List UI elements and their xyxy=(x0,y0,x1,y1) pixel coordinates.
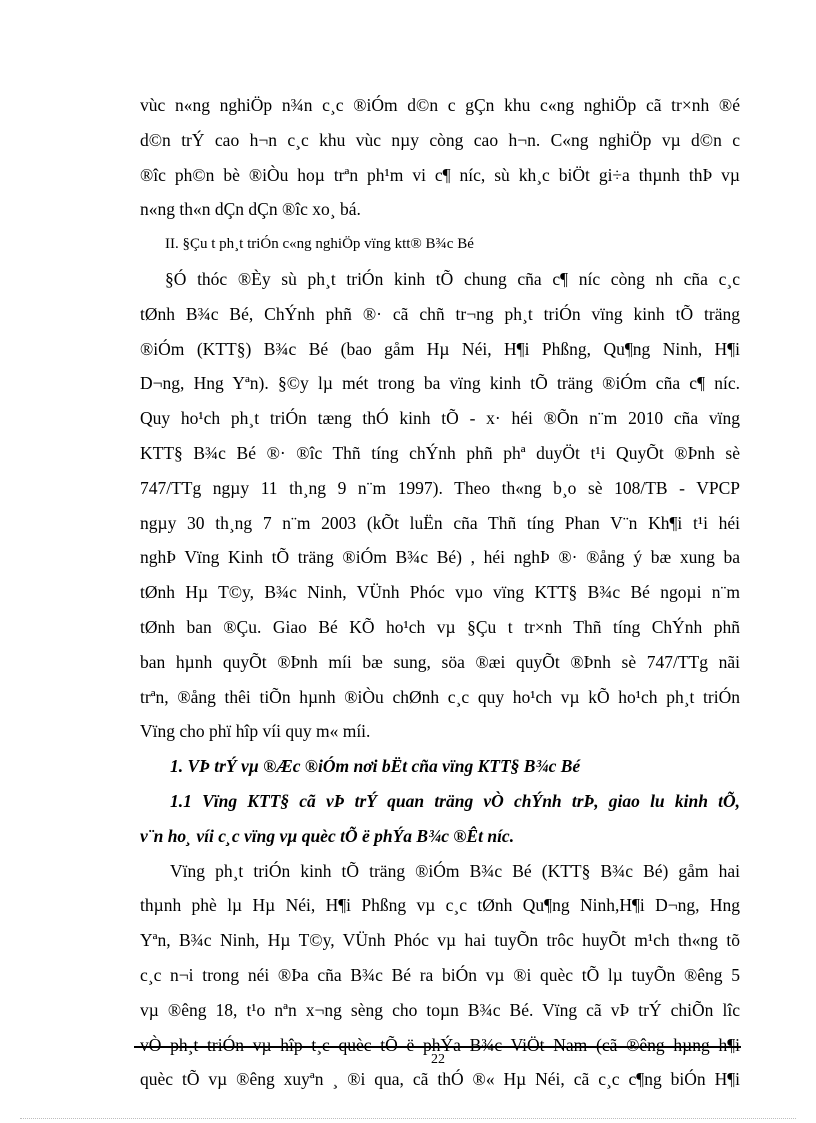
body-text-line: §Ó thóc ®Èy sù ph¸t triÓn kinh tÕ chung cña c¶ níc còng nh cña c¸c xyxy=(165,269,740,289)
body-text-line: tØnh B¾c Bé, ChÝnh phñ ®· cã chñ tr¬ng ph¸t triÓn vïng kinh tÕ träng xyxy=(140,303,740,324)
subsection-heading: 1. VÞ trÝ vµ ®Æc ®iÓm nơi bËt cña vïng KTT§ B¾c Bé xyxy=(170,756,581,777)
body-text-line: quèc tÕ vµ ®êng xuyªn ¸ ®i qua, cã thÓ ®« Hµ Néi, cã c¸c c¶ng biÓn H¶i xyxy=(140,1069,740,1090)
subsubsection-heading-cont: v¨n ho¸ víi c¸c vïng vµ quèc tÕ ë phÝa B¾c ®Êt níc. xyxy=(140,825,515,846)
body-text-line: vùc n«ng nghiÖp n¾n c¸c ®iÓm d©n c gÇn khu c«ng nghiÖp cã tr×nh ®é xyxy=(140,95,740,115)
body-text-line: D¬ng, Hng Yªn). §©y lµ mét trong ba vïng kinh tÕ träng ®iÓm cña c¶ níc. xyxy=(140,373,740,394)
page-number: 22 xyxy=(431,1052,445,1067)
body-text-line: Vïng cho phï hîp víi quy m« míi. xyxy=(140,721,371,742)
body-text-line: Quy ho¹ch ph¸t triÓn tæng thÓ kinh tÕ - x· héi ®Õn n¨m 2010 cña vïng xyxy=(140,408,740,429)
body-text-line: KTT§ B¾c Bé ®· ®îc Thñ tíng chÝnh phñ phª duyÖt t¹i QuyÕt ®Þnh sè xyxy=(140,443,740,463)
body-text-line: ban hµnh quyÕt ®Þnh míi bæ sung, söa ®æi quyÕt ®Þnh sè 747/TTg nãi xyxy=(140,651,740,672)
body-text-line: n«ng th«n dÇn dÇn ®îc xo¸ bá. xyxy=(140,199,361,220)
page-edge-dots xyxy=(20,1118,796,1119)
body-text-line: vµ ®êng 18, t¹o nªn x¬ng sèng cho toµn B¾c Bé. Vïng cã vÞ trÝ chiÕn lîc xyxy=(140,999,740,1020)
body-text-line: Vïng ph¸t triÓn kinh tÕ träng ®iÓm B¾c Bé (KTT§ B¾c Bé) gåm hai xyxy=(170,860,740,881)
body-text-line: ®iÓm (KTT§) B¾c Bé (bao gåm Hµ Néi, H¶i Phßng, Qu¶ng Ninh, H¶i xyxy=(140,338,740,359)
body-text-line: trªn, ®ång thêi tiÕn hµnh ®iÒu chØnh c¸c quy ho¹ch vµ kÕ ho¹ch ph¸t triÓn xyxy=(140,686,740,707)
body-text-line: thµnh phè lµ Hµ Néi, H¶i Phßng vµ c¸c tØnh Qu¶ng Ninh,H¶i D¬ng, Hng xyxy=(140,895,740,916)
section-heading: II. §Çu t ph¸t triÓn c«ng nghiÖp vïng ktt® B¾c Bé xyxy=(165,236,474,253)
footer-rule xyxy=(134,1046,741,1048)
body-text-line: vÒ ph¸t triÓn vµ hîp t¸c quèc tÕ ë phÝa B¾c ViÖt Nam (cã ®êng hµng h¶i xyxy=(140,1034,740,1055)
body-text-line: d©n trÝ cao h¬n c¸c khu vùc nµy còng cao h¬n. C«ng nghiÖp vµ d©n c xyxy=(140,129,740,150)
body-text-line: tØnh Hµ T©y, B¾c Ninh, VÜnh Phóc vµo vïng KTT§ B¾c Bé ngoµi n¨m xyxy=(140,582,740,603)
body-text-line: 747/TTg ngµy 11 th¸ng 9 n¨m 1997). Theo th«ng b¸o sè 108/TB - VPCP xyxy=(140,477,740,498)
body-text-line: tØnh ban ®Çu. Giao Bé KÕ ho¹ch vµ §Çu t tr×nh Thñ tíng ChÝnh phñ xyxy=(140,617,740,637)
body-text-line: Yªn, B¾c Ninh, Hµ T©y, VÜnh Phóc vµ hai tuyÕn trôc huyÕt m¹ch th«ng tõ xyxy=(140,930,740,951)
body-text-line: ngµy 30 th¸ng 7 n¨m 2003 (kÕt luËn cña Thñ tíng Phan V¨n Kh¶i t¹i héi xyxy=(140,512,740,533)
subsubsection-heading: 1.1 Vïng KTT§ cã vÞ trÝ quan träng vÒ chÝnh trÞ, giao lu kinh tÕ, xyxy=(170,791,740,811)
body-text-line: c¸c n¬i trong néi ®Þa cña B¾c Bé ra biÓn vµ ®i quèc tÕ lµ tuyÕn ®êng 5 xyxy=(140,965,740,985)
body-text-line: ®îc ph©n bè ®iÒu hoµ trªn ph¹m vi c¶ níc, sù kh¸c biÖt gi÷a thµnh thÞ vµ xyxy=(140,164,740,185)
body-text-line: nghÞ Vïng Kinh tÕ träng ®iÓm B¾c Bé) , héi nghÞ ®· ®ång ý bæ xung ba xyxy=(140,547,740,568)
